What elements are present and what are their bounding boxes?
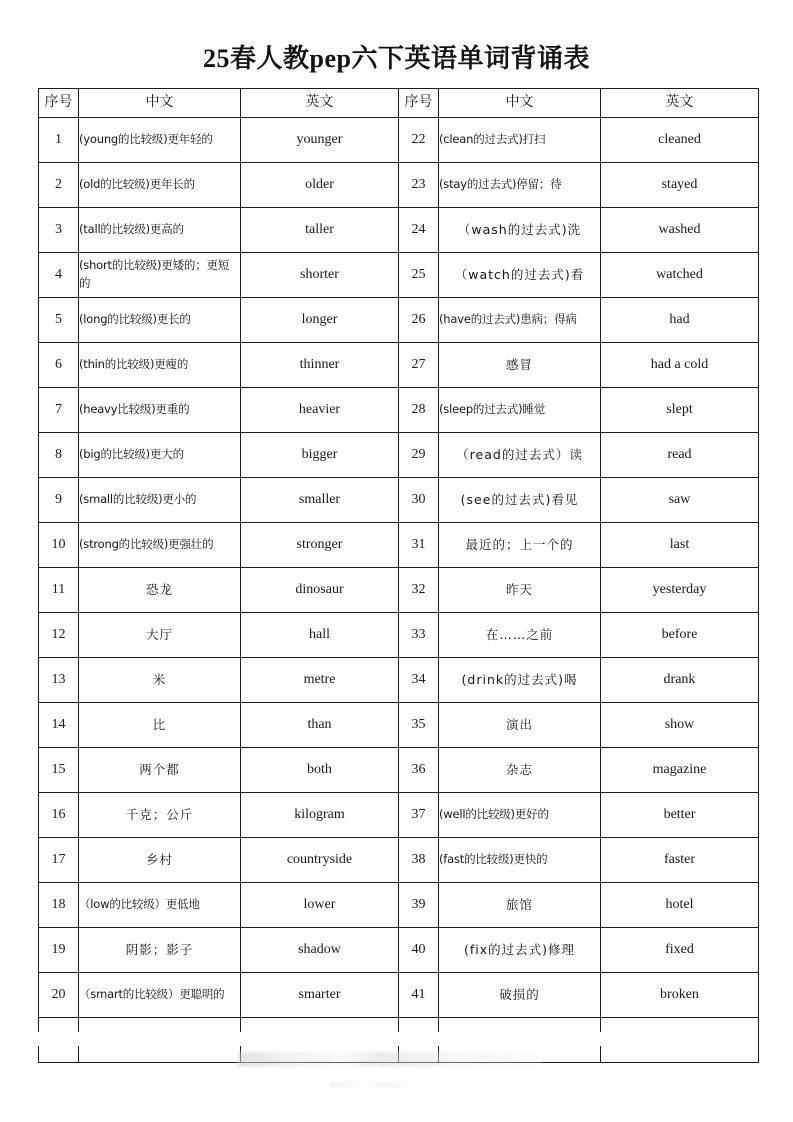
cell-chinese-right: (fix的过去式)修理 [439,928,601,973]
table-row [39,388,759,433]
table-row [39,118,759,163]
cell-english-left: older [241,163,399,208]
row-index-right: 33 [399,613,439,658]
cell-english-right: faster [601,838,759,883]
table-row [39,433,759,478]
row-index-right: 35 [399,703,439,748]
cell-chinese-left: (young的比较级)更年轻的 [79,118,241,163]
cell-chinese-right: 感冒 [439,343,601,388]
cell-chinese-left: (heavy比较级)更重的 [79,388,241,433]
row-index-right: 38 [399,838,439,883]
header-chinese-right: 中文 [439,89,601,118]
cell-chinese-left: (tall的比较级)更高的 [79,208,241,253]
cell-english-left: kilogram [241,793,399,838]
cell-english-left: smarter [241,973,399,1018]
row-index-left: 3 [39,208,79,253]
table-row [39,253,759,298]
cell-english-right: read [601,433,759,478]
row-index-right: 39 [399,883,439,928]
cell-english-left: both [241,748,399,793]
row-index-right: 34 [399,658,439,703]
table-row [39,973,759,1018]
cell-english-left: metre [241,658,399,703]
cell-english-left: heavier [241,388,399,433]
table-row [39,613,759,658]
table-row [39,163,759,208]
page-bottom-mask [38,1032,756,1046]
cell-english-left: lower [241,883,399,928]
cell-english-right: show [601,703,759,748]
table-header [39,89,759,118]
cell-english-right: washed [601,208,759,253]
cell-english-right: cleaned [601,118,759,163]
cell-chinese-left: (big的比较级)更大的 [79,433,241,478]
row-index-left: 15 [39,748,79,793]
cell-chinese-left: 两个都 [79,748,241,793]
cell-english-left: bigger [241,433,399,478]
cell-english-right: better [601,793,759,838]
row-index-left: 8 [39,433,79,478]
cell-chinese-left: 米 [79,658,241,703]
cell-chinese-right: 旅馆 [439,883,601,928]
page-title: 25春人教pep六下英语单词背诵表 [203,44,590,73]
cell-english-right: broken [601,973,759,1018]
row-index-left: 9 [39,478,79,523]
table-row [39,208,759,253]
table-header-row [39,89,759,118]
cell-chinese-left: (thin的比较级)更瘦的 [79,343,241,388]
table-row [39,928,759,973]
row-index-left: 17 [39,838,79,883]
row-index-right: 36 [399,748,439,793]
row-index-right: 27 [399,343,439,388]
cell-chinese-left: (long的比较级)更长的 [79,298,241,343]
cell-english-right: had [601,298,759,343]
redacted-watermark-bar [238,1052,542,1067]
row-index-right: 40 [399,928,439,973]
cell-chinese-right: （read的过去式）读 [439,433,601,478]
vocabulary-table-container [38,88,754,1063]
row-index-right: 37 [399,793,439,838]
cell-chinese-left: 千克；公斤 [79,793,241,838]
row-index-left: 13 [39,658,79,703]
row-index-right: 25 [399,253,439,298]
cell-english-left: thinner [241,343,399,388]
cell-english-right: watched [601,253,759,298]
redacted-watermark-bar-secondary [330,1082,440,1088]
header-index-left: 序号 [39,89,79,118]
cell-english-right: before [601,613,759,658]
cell-chinese-left: （low的比较级）更低地 [79,883,241,928]
cell-chinese-left: （smart的比较级）更聪明的 [79,973,241,1018]
row-index-left: 11 [39,568,79,613]
cell-chinese-right: (have的过去式)患病；得病 [439,298,601,343]
row-index-left: 7 [39,388,79,433]
table-row [39,883,759,928]
table-row [39,658,759,703]
row-index-left: 10 [39,523,79,568]
cell-chinese-left: (small的比较级)更小的 [79,478,241,523]
cell-chinese-left: 比 [79,703,241,748]
cell-english-left: dinosaur [241,568,399,613]
row-index-left: 14 [39,703,79,748]
row-index-right: 29 [399,433,439,478]
cell-english-right: last [601,523,759,568]
row-index-right: 26 [399,298,439,343]
cell-english-left: taller [241,208,399,253]
table-row [39,793,759,838]
row-index-right: 41 [399,973,439,1018]
cell-chinese-right: (stay的过去式)停留；待 [439,163,601,208]
cell-english-left: hall [241,613,399,658]
cell-chinese-right: (well的比较级)更好的 [439,793,601,838]
cell-english-left: smaller [241,478,399,523]
cell-english-right: magazine [601,748,759,793]
cell-chinese-right: 最近的；上一个的 [439,523,601,568]
cell-chinese-left: 恐龙 [79,568,241,613]
row-index-left: 1 [39,118,79,163]
row-index-left: 19 [39,928,79,973]
cell-chinese-left: (short的比较级)更矮的；更短的 [79,253,241,298]
cell-english-left: shadow [241,928,399,973]
cell-english-left: countryside [241,838,399,883]
header-index-right: 序号 [399,89,439,118]
table-body [39,118,759,1063]
cell-english-left: younger [241,118,399,163]
row-index-right: 24 [399,208,439,253]
vocabulary-table [38,88,759,1063]
row-index-right: 23 [399,163,439,208]
cell-english-right: stayed [601,163,759,208]
row-index-left: 4 [39,253,79,298]
cell-english-right: saw [601,478,759,523]
cell-english-right: slept [601,388,759,433]
cell-chinese-right: 演出 [439,703,601,748]
table-row [39,478,759,523]
cell-chinese-right: (drink的过去式)喝 [439,658,601,703]
cell-chinese-left: (old的比较级)更年长的 [79,163,241,208]
cell-chinese-right: （wash的过去式)洗 [439,208,601,253]
cell-english-right: had a cold [601,343,759,388]
row-index-right: 32 [399,568,439,613]
row-index-right: 22 [399,118,439,163]
cell-chinese-left: (strong的比较级)更强壮的 [79,523,241,568]
row-index-left: 6 [39,343,79,388]
cell-english-right: drank [601,658,759,703]
row-index-left: 20 [39,973,79,1018]
table-row [39,703,759,748]
cell-english-left: shorter [241,253,399,298]
cell-chinese-right: (see的过去式)看见 [439,478,601,523]
row-index-right: 28 [399,388,439,433]
cell-chinese-right: 在……之前 [439,613,601,658]
table-row [39,748,759,793]
row-index-left: 5 [39,298,79,343]
cell-chinese-right: (fast的比较级)更快的 [439,838,601,883]
row-index-left: 2 [39,163,79,208]
row-index-left: 12 [39,613,79,658]
cell-english-right: fixed [601,928,759,973]
cell-chinese-left: 乡村 [79,838,241,883]
table-row [39,838,759,883]
cell-chinese-right: (sleep的过去式)睡觉 [439,388,601,433]
cell-chinese-right: （watch的过去式)看 [439,253,601,298]
table-row [39,523,759,568]
row-index-left: 16 [39,793,79,838]
header-chinese-left: 中文 [79,89,241,118]
cell-chinese-left: 阴影；影子 [79,928,241,973]
row-index-left: 18 [39,883,79,928]
cell-chinese-right: 昨天 [439,568,601,613]
cell-english-left: stronger [241,523,399,568]
cell-english-left: longer [241,298,399,343]
row-index-right: 30 [399,478,439,523]
table-row [39,343,759,388]
cell-english-right: hotel [601,883,759,928]
table-row [39,298,759,343]
cell-chinese-right: (clean的过去式)打扫 [439,118,601,163]
header-english-right: 英文 [601,89,759,118]
cell-english-left: than [241,703,399,748]
row-index-right: 31 [399,523,439,568]
header-english-left: 英文 [241,89,399,118]
cell-english-right: yesterday [601,568,759,613]
cell-chinese-right: 杂志 [439,748,601,793]
cell-chinese-right: 破损的 [439,973,601,1018]
table-row [39,568,759,613]
cell-chinese-left: 大厅 [79,613,241,658]
